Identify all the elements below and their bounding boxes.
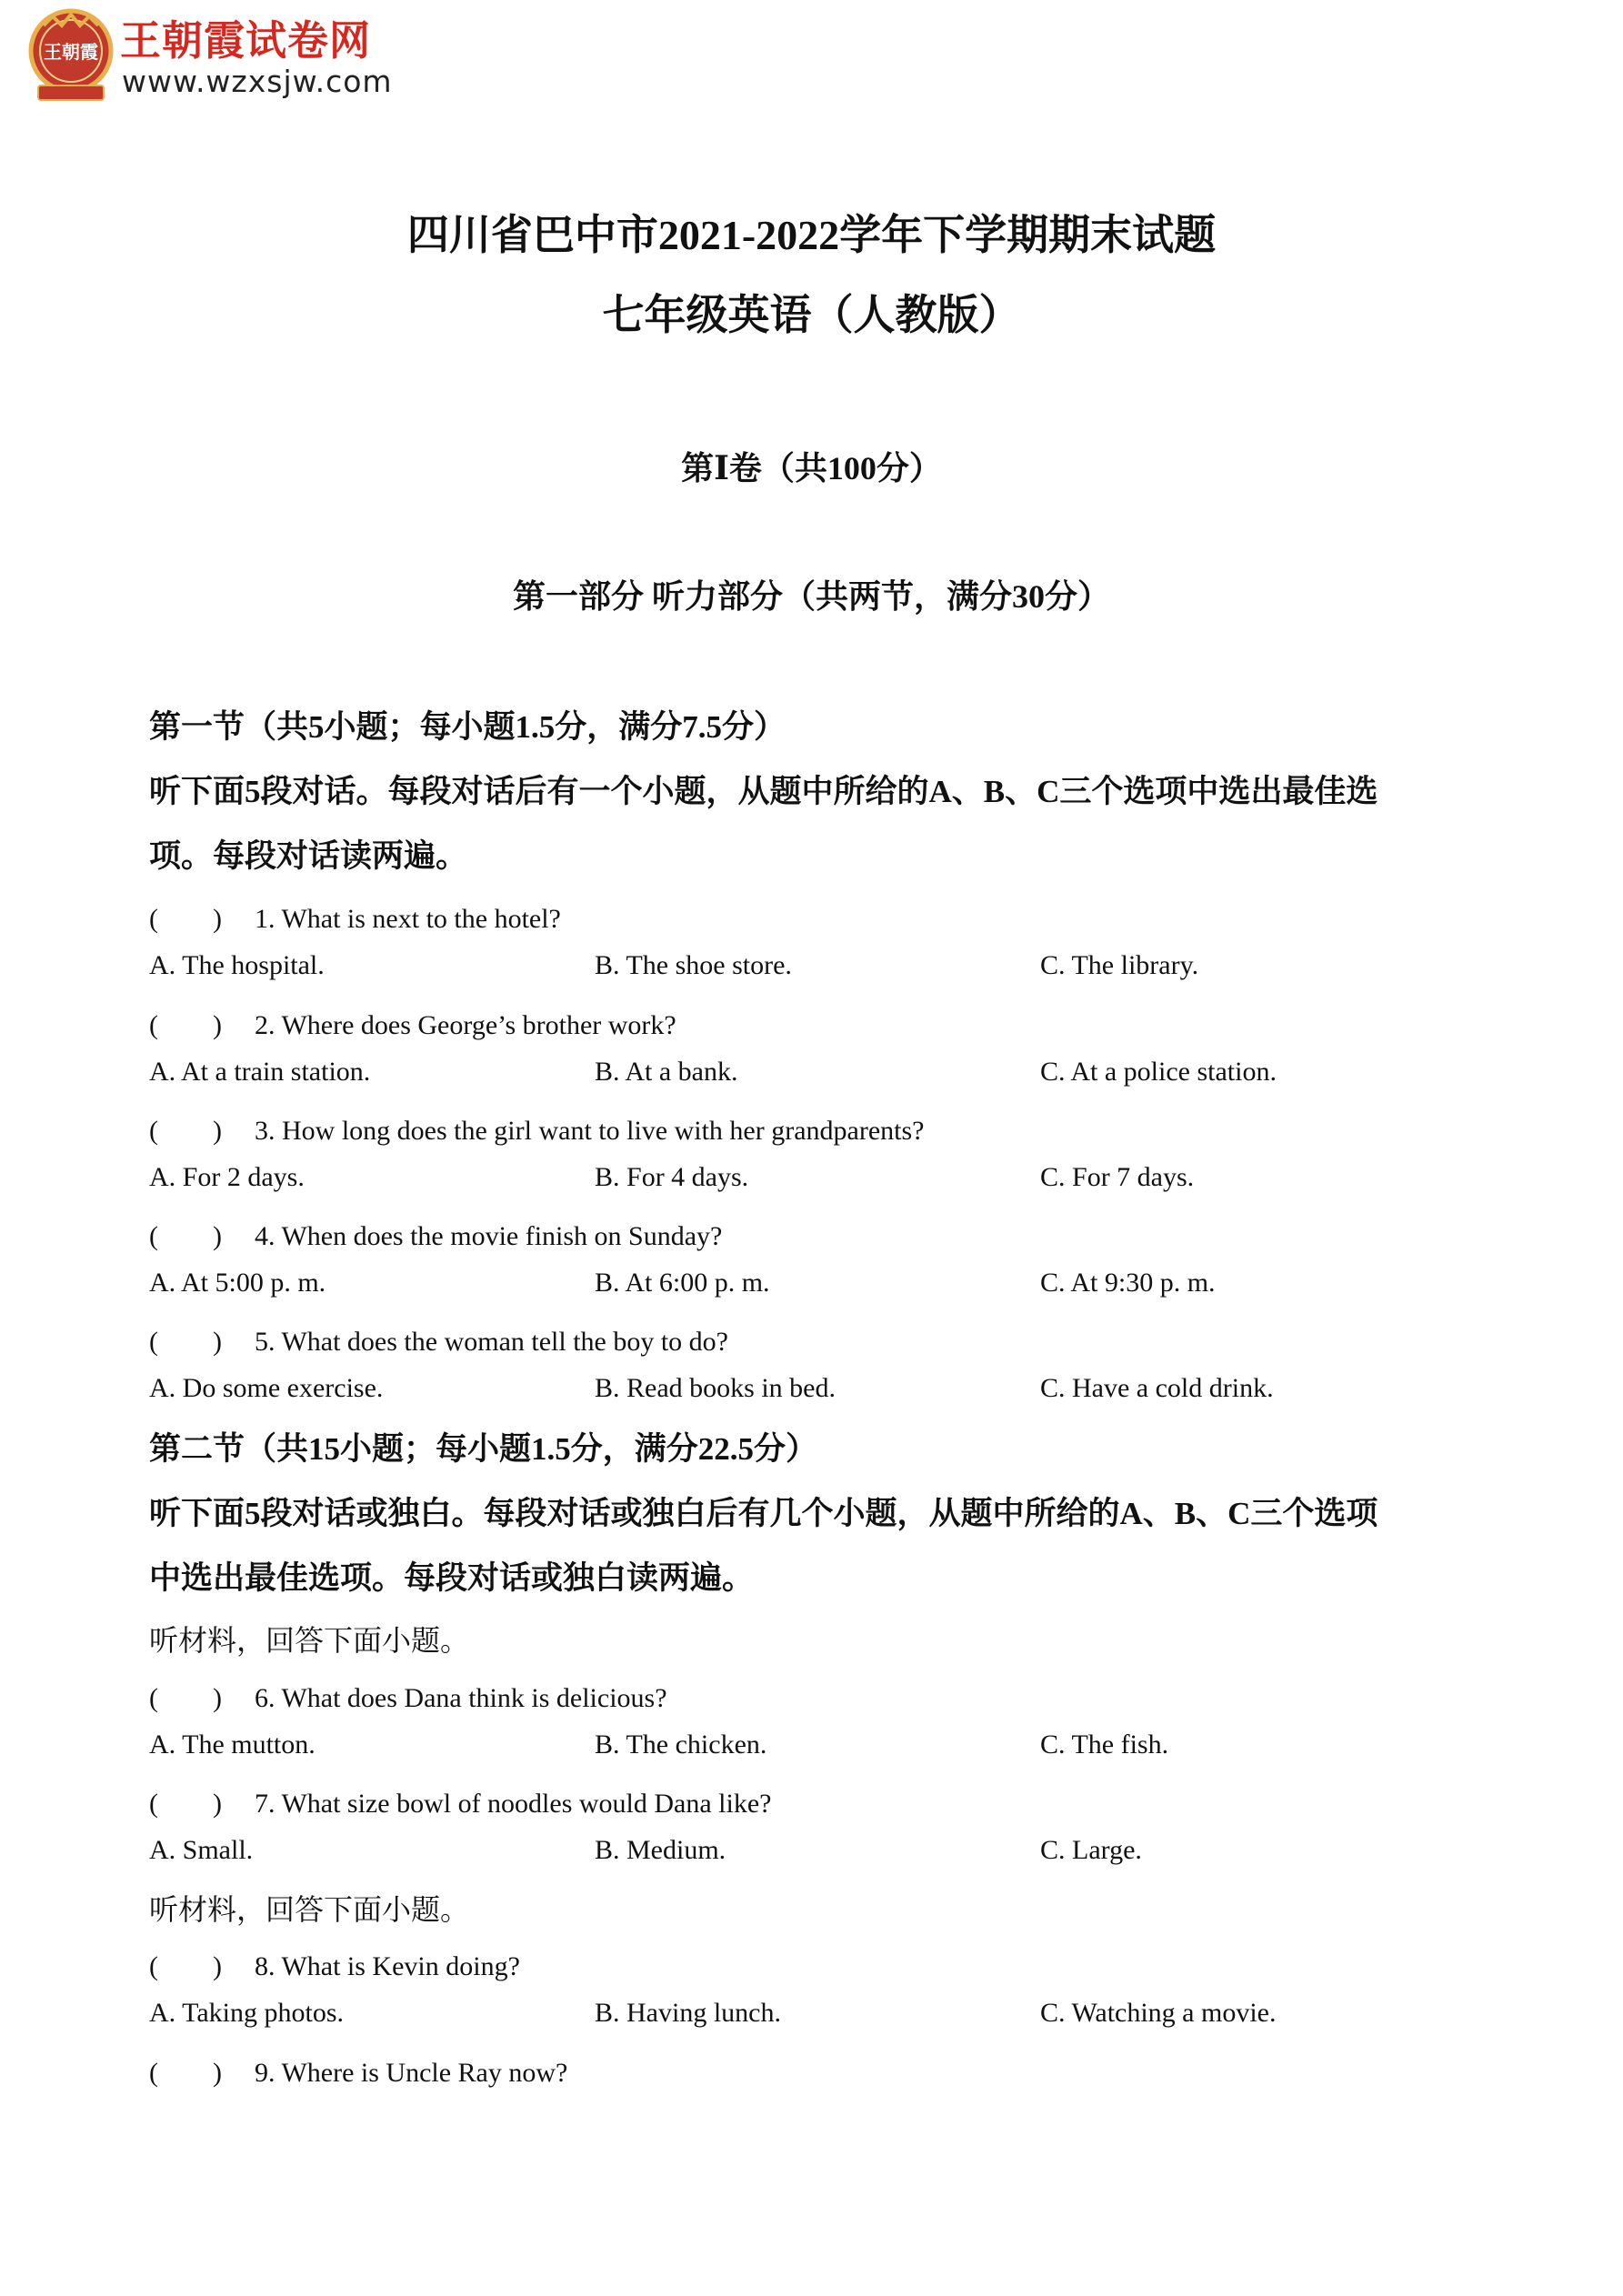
site-header [25,7,444,107]
option-a: A. The mutton. [149,1730,316,1760]
question-text: 5. What does the woman tell the boy to do? [255,1327,729,1357]
section2-instruction-line1: 听下面5段对话或独白。每段对话或独白后有几个小题，从题中所给的A、B、C三个选项 [149,1496,1378,1531]
question-4 [149,1213,722,1253]
option-a: A. At a train station. [149,1057,371,1087]
logo-seal-icon [25,7,116,107]
option-a: A. Do some exercise. [149,1373,384,1403]
question-1 [149,896,561,936]
answer-blank[interactable]: ( ) [149,1683,222,1713]
answer-blank[interactable]: ( ) [149,1116,222,1146]
question-text: 8. What is Kevin doing? [255,1951,520,1981]
question-text: 9. Where is Uncle Ray now? [255,2058,568,2088]
question-text: 4. When does the movie finish on Sunday? [255,1221,723,1251]
answer-blank[interactable]: ( ) [149,1951,222,1981]
brand-url[interactable]: www.wzxsjw.com [122,64,393,99]
option-c: C. For 7 days. [1040,1162,1195,1192]
option-a: A. For 2 days. [149,1162,305,1192]
answer-blank[interactable]: ( ) [149,1010,222,1040]
answer-blank[interactable]: ( ) [149,1221,222,1251]
option-b: B. At 6:00 p. m. [595,1268,770,1298]
question-2 [149,1002,676,1042]
question-text: 2. Where does George’s brother work? [255,1010,676,1040]
question-text: 1. What is next to the hotel? [255,904,561,934]
option-b: B. Medium. [595,1835,726,1865]
material-prompt: 听材料，回答下面小题。 [149,1624,470,1657]
question-3 [149,1108,925,1148]
option-c: C. The fish. [1040,1730,1169,1760]
section1-instruction-line1: 听下面5段对话。每段对话后有一个小题，从题中所给的A、B、C三个选项中选出最佳选 [149,774,1378,809]
section2-instruction-line2: 中选出最佳选项。每段对话或独白读两遍。 [149,1560,755,1596]
section2-heading: 第二节（共15小题；每小题1.5分，满分22.5分） [149,1431,818,1467]
option-b: B. For 4 days. [595,1162,749,1192]
material-prompt: 听材料，回答下面小题。 [149,1893,470,1926]
question-text: 6. What does Dana think is delicious? [255,1683,667,1713]
answer-blank[interactable]: ( ) [149,1789,222,1819]
option-b: B. The shoe store. [595,950,792,980]
option-a: A. Small. [149,1835,254,1865]
option-c: C. The library. [1040,950,1199,980]
question-7 [149,1780,771,1820]
brand-name: 王朝霞试卷网 [120,16,372,65]
option-b: B. Read books in bed. [595,1373,836,1403]
question-6 [149,1675,667,1715]
question-5 [149,1318,728,1359]
option-c: C. Watching a movie. [1040,1998,1277,2028]
option-c: C. Large. [1040,1835,1142,1865]
option-b: B. Having lunch. [595,1998,781,2028]
option-c: C. Have a cold drink. [1040,1373,1274,1403]
option-a: A. At 5:00 p. m. [149,1268,326,1298]
option-b: B. At a bank. [595,1057,738,1087]
option-c: C. At a police station. [1040,1057,1277,1087]
question-text: 3. How long does the girl want to live with her grandparents? [255,1116,925,1146]
logo-label: 王朝霞 [44,41,98,63]
option-a: A. Taking photos. [149,1998,345,2028]
listening-section-heading: 第一部分 听力部分（共两节，满分30分） [512,578,1110,615]
answer-blank[interactable]: ( ) [149,904,222,934]
option-b: B. The chicken. [595,1730,767,1760]
question-8 [149,1943,520,1983]
option-a: A. The hospital. [149,950,325,980]
answer-blank[interactable]: ( ) [149,2058,222,2088]
question-9 [149,2050,567,2090]
section1-heading: 第一节（共5小题；每小题1.5分，满分7.5分） [149,709,786,745]
exam-title: 四川省巴中市2021-2022学年下学期期末试题 [406,212,1217,258]
exam-subtitle: 七年级英语（人教版） [602,292,1021,338]
section1-instruction-line2: 项。每段对话读两遍。 [149,838,468,874]
option-c: C. At 9:30 p. m. [1040,1268,1216,1298]
paper-part-heading: 第Ⅰ卷（共100分） [681,450,942,486]
question-text: 7. What size bowl of noodles would Dana like? [255,1789,772,1819]
answer-blank[interactable]: ( ) [149,1327,222,1357]
